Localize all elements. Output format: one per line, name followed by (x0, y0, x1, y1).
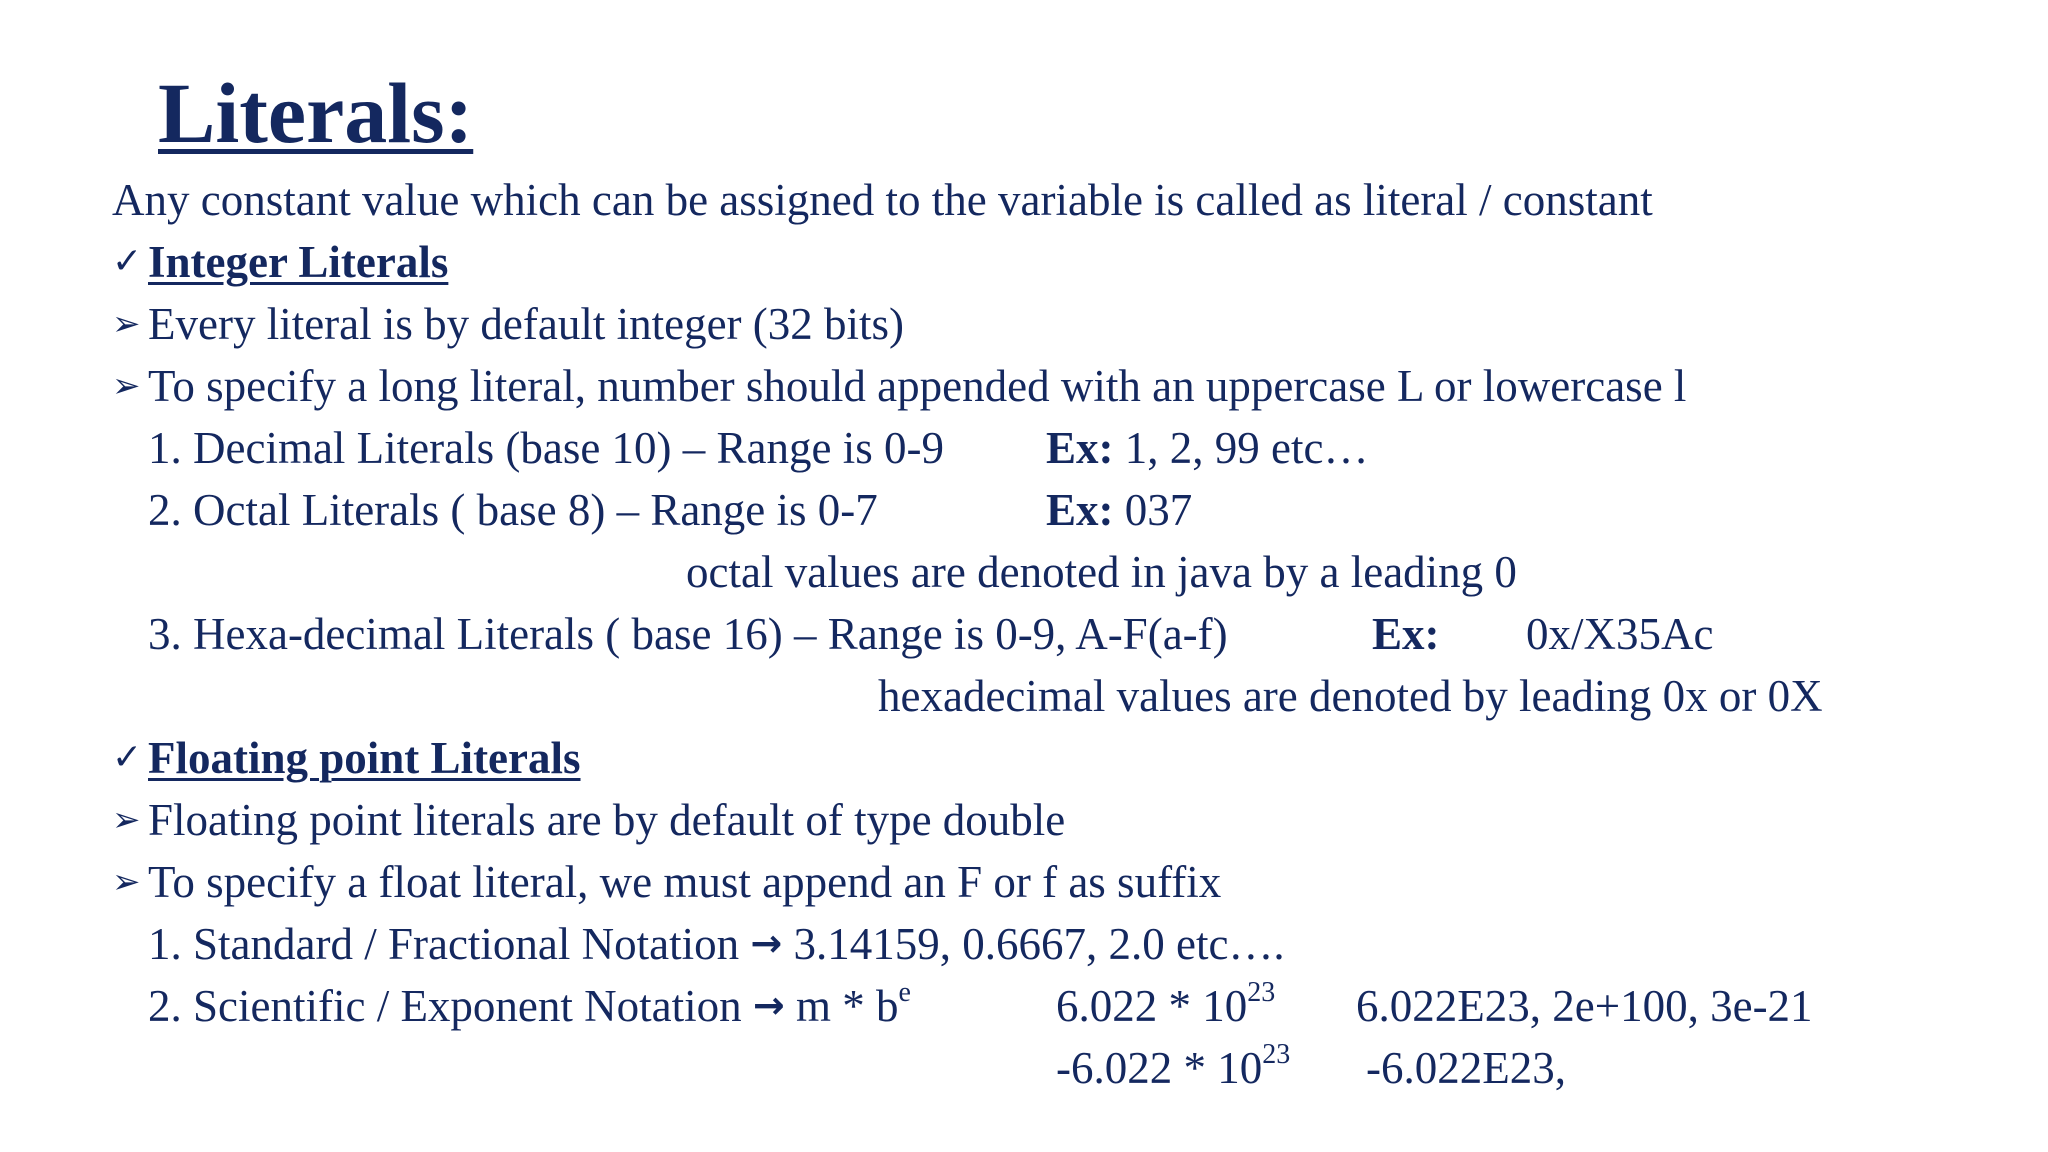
decimal-example (1046, 423, 1369, 473)
example-label: Ex: (1372, 609, 1440, 659)
integer-heading-row (112, 237, 449, 287)
scientific-example-1 (1056, 977, 1276, 1031)
checkmark-icon: ✓ (112, 737, 143, 778)
hex-literal-text: 3. Hexa-decimal Literals ( base 16) – Range is 0-9, A-F(a-f) (148, 609, 1228, 659)
bullet-text: To specify a long literal, number should appended with an uppercase L or lowercase l (148, 361, 1687, 411)
right-arrow-icon: → (750, 921, 783, 965)
formula-base: m * b (795, 981, 899, 1031)
integer-heading: Integer Literals (148, 237, 449, 287)
scientific-notation-row (148, 977, 911, 1031)
standard-notation-value: 3.14159, 0.6667, 2.0 etc…. (793, 919, 1285, 969)
bullet-text: Every literal is by default integer (32 bits) (148, 299, 905, 349)
formula-exponent: e (898, 977, 911, 1008)
hex-example-value: 0x/X35Ac (1526, 609, 1714, 659)
scientific-example-2 (1056, 1039, 1291, 1093)
arrow-bullet-icon: ➢ (112, 304, 141, 344)
decimal-literal-text: 1. Decimal Literals (base 10) – Range is 0-9 (148, 423, 945, 473)
bullet-item (112, 795, 1066, 845)
bullet-text: To specify a float literal, we must append an F or f as suffix (148, 857, 1222, 907)
scientific-notation-label: 2. Scientific / Exponent Notation (148, 981, 742, 1031)
scientific-example-values-2: -6.022E23, (1366, 1043, 1566, 1093)
bullet-item (112, 299, 905, 349)
bullet-item (112, 361, 1687, 411)
hex-note: hexadecimal values are denoted by leading 0x or 0X (878, 671, 1823, 721)
octal-note: octal values are denoted in java by a leading 0 (686, 547, 1517, 597)
right-arrow-icon: → (752, 983, 785, 1027)
example-value: 1, 2, 99 etc… (1124, 423, 1369, 473)
octal-example (1046, 485, 1193, 535)
standard-notation-row (148, 919, 1285, 969)
example-base: 6.022 * 10 (1056, 981, 1248, 1031)
example-label: Ex: (1046, 485, 1114, 535)
bullet-text: Floating point literals are by default of type double (148, 795, 1066, 845)
example-exponent: 23 (1247, 977, 1276, 1008)
intro-text: Any constant value which can be assigned to the variable is called as literal / constant (112, 175, 1653, 225)
checkmark-icon: ✓ (112, 241, 143, 282)
arrow-bullet-icon: ➢ (112, 800, 141, 840)
example-base: -6.022 * 10 (1056, 1043, 1263, 1093)
arrow-bullet-icon: ➢ (112, 366, 141, 406)
bullet-item (112, 857, 1222, 907)
arrow-bullet-icon: ➢ (112, 862, 141, 902)
example-value: 037 (1124, 485, 1193, 535)
floating-heading-row (112, 733, 581, 783)
example-label: Ex: (1046, 423, 1114, 473)
octal-literal-text: 2. Octal Literals ( base 8) – Range is 0-7 (148, 485, 878, 535)
scientific-formula (795, 977, 911, 1031)
floating-heading: Floating point Literals (148, 733, 581, 783)
hex-example-label (1372, 609, 1440, 659)
slide-title: Literals: (158, 65, 474, 161)
standard-notation-label: 1. Standard / Fractional Notation (148, 919, 740, 969)
example-exponent: 23 (1262, 1039, 1291, 1070)
scientific-example-values-1: 6.022E23, 2e+100, 3e-21 (1356, 981, 1813, 1031)
